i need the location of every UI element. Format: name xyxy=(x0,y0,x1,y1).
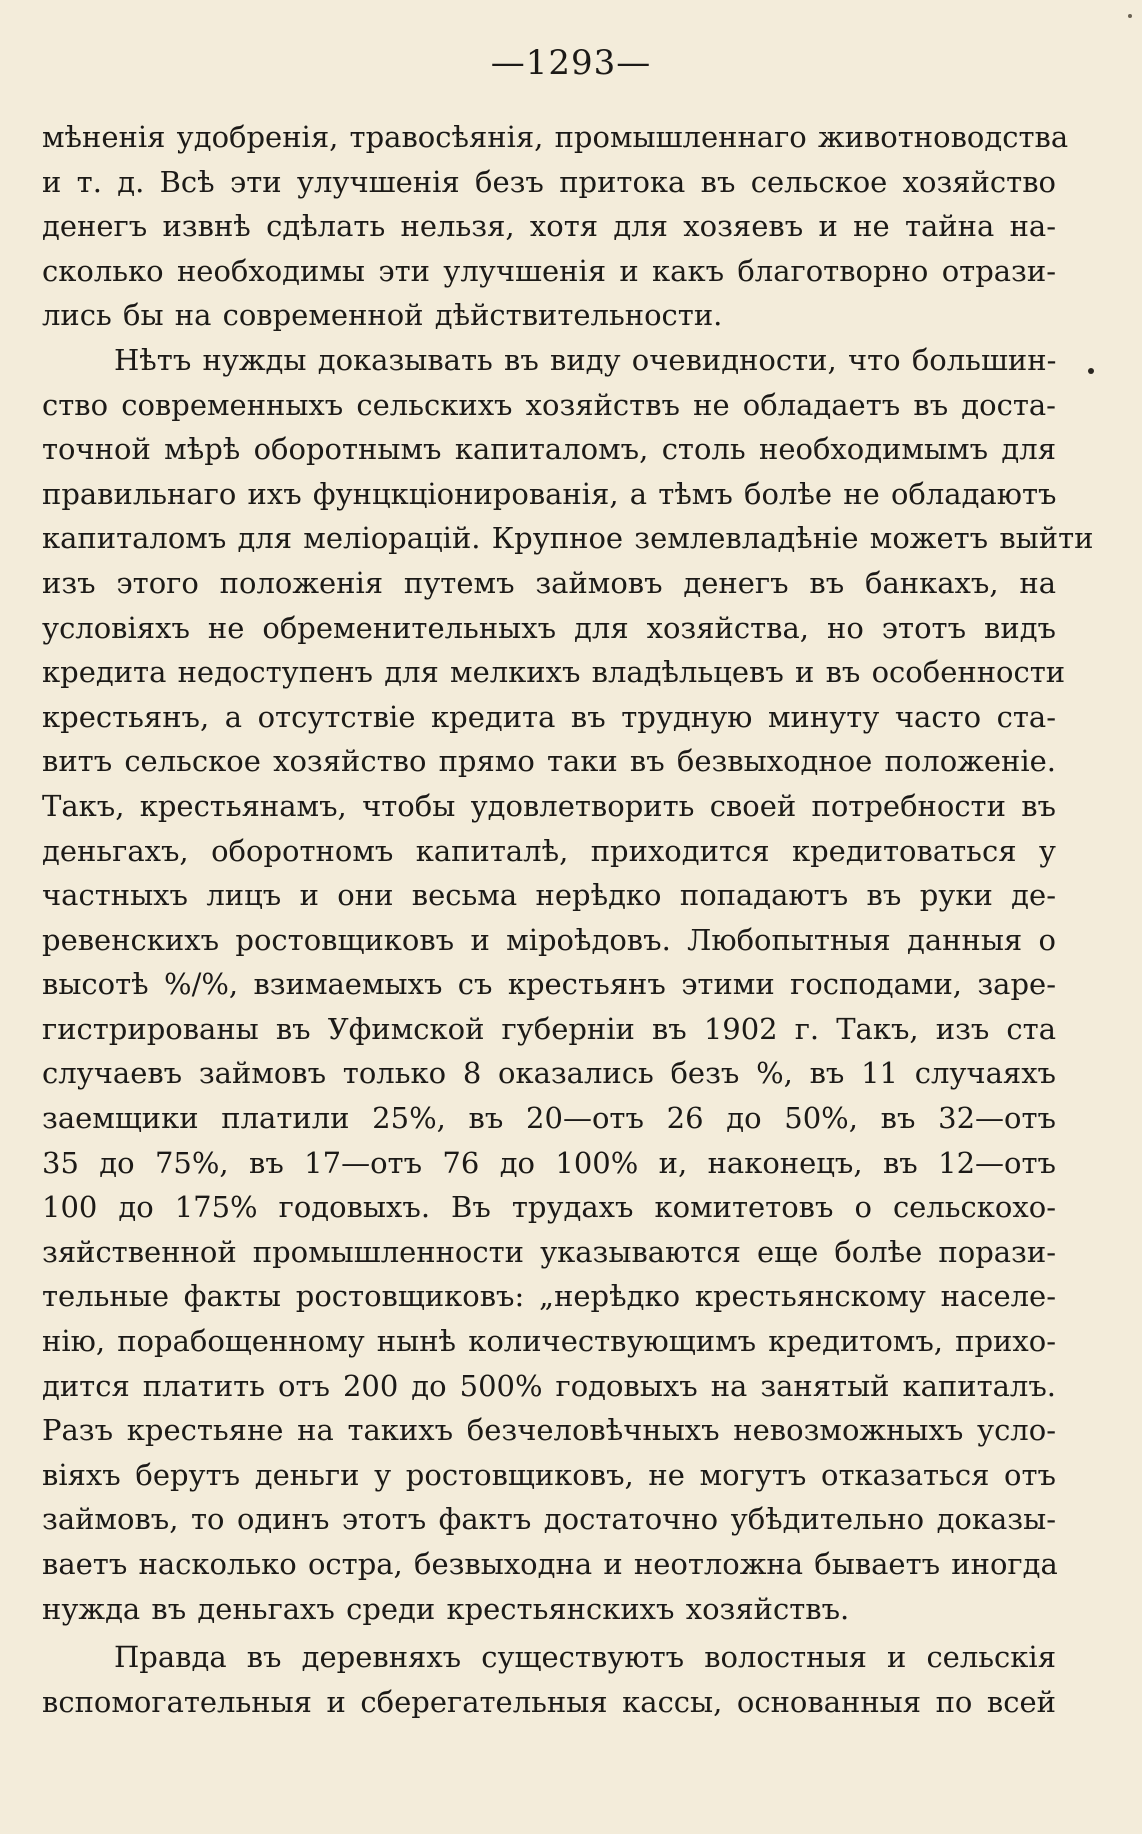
scan-speck xyxy=(1128,14,1132,18)
text-line: кредита недоступенъ для мелкихъ владѣльцевъ и въ особенности xyxy=(42,655,1066,690)
text-line: Разъ крестьяне на такихъ безчеловѣчныхъ невозможныхъ усло- xyxy=(42,1413,1056,1448)
text-line: высотѣ %/%, взимаемыхъ съ крестьянъ этими господами, заре- xyxy=(42,967,1056,1002)
text-line: нужда въ деньгахъ среди крестьянскихъ хозяйствъ. xyxy=(42,1591,850,1626)
paragraph-2 xyxy=(42,338,1094,1631)
text-line: зяйственной промышленности указываются еще болѣе порази- xyxy=(42,1234,1056,1269)
text-line: ревенскихъ ростовщиковъ и міроѣдовъ. Любопытныя данныя о xyxy=(42,922,1056,957)
page-number: —1293— xyxy=(490,43,652,83)
text-line: займовъ, то одинъ этотъ фактъ достаточно убѣдительно доказы- xyxy=(42,1502,1056,1537)
ink-dot xyxy=(1088,368,1094,374)
text-line: 35 до 75%, въ 17—отъ 76 до 100% и, наконецъ, въ 12—отъ xyxy=(42,1145,1056,1180)
text-line: крестьянъ, а отсутствіе кредита въ трудную минуту часто ста- xyxy=(42,699,1056,734)
text-line: изъ этого положенія путемъ займовъ денегъ въ банкахъ, на xyxy=(42,565,1056,600)
text-line: 100 до 175% годовыхъ. Въ трудахъ комитетовъ о сельскохо- xyxy=(42,1190,1056,1225)
text-line: віяхъ берутъ деньги у ростовщиковъ, не могутъ отказаться отъ xyxy=(42,1457,1056,1492)
text-line: точной мѣрѣ оборотнымъ капиталомъ, столь необходимымъ для xyxy=(42,432,1056,467)
text-line: сколько необходимы эти улучшенія и какъ благотворно отрази- xyxy=(42,253,1056,288)
text-line: дится платить отъ 200 до 500% годовыхъ на занятый капиталъ. xyxy=(42,1368,1056,1403)
text-line: частныхъ лицъ и они весьма нерѣдко попадаютъ въ руки де- xyxy=(42,878,1056,913)
text-line: мѣненія удобренія, травосѣянія, промышленнаго животноводства xyxy=(42,120,1069,154)
text-line: денегъ извнѣ сдѣлать нельзя, хотя для хозяевъ и не тайна на- xyxy=(42,209,1056,244)
text-line: деньгахъ, оборотномъ капиталѣ, приходится кредитоваться у xyxy=(42,833,1056,868)
paragraph-1 xyxy=(42,115,1069,338)
text-line: Нѣтъ нужды доказывать въ виду очевидности, что большин- xyxy=(114,342,1057,377)
text-line: условіяхъ не обременительныхъ для хозяйства, но этотъ видъ xyxy=(42,610,1056,645)
text-line: заемщики платили 25%, въ 20—отъ 26 до 50%, въ 32—отъ xyxy=(42,1101,1056,1136)
text-line: Правда въ деревняхъ существуютъ волостныя и сельскія xyxy=(114,1640,1056,1675)
text-line: гистрированы въ Уфимской губерніи въ 1902 г. Такъ, изъ ста xyxy=(42,1011,1056,1046)
text-line: ство современныхъ сельскихъ хозяйствъ не обладаетъ въ доста- xyxy=(42,387,1056,422)
paragraph-3 xyxy=(42,1635,1056,1724)
body-text xyxy=(42,115,1094,1724)
text-line: нію, порабощенному нынѣ количествующимъ кредитомъ, прихо- xyxy=(42,1324,1056,1359)
text-line: лись бы на современной дѣйствительности. xyxy=(42,298,723,333)
text-line: вспомогательныя и сберегательныя кассы, основанныя по всей xyxy=(42,1684,1056,1719)
text-line: витъ сельское хозяйство прямо таки въ безвыходное положеніе. xyxy=(42,744,1056,779)
text-line: Такъ, крестьянамъ, чтобы удовлетворить своей потребности въ xyxy=(42,788,1056,823)
text-line: капиталомъ для меліорацій. Крупное землевладѣніе можетъ выйти xyxy=(42,521,1094,556)
text-line: тельные факты ростовщиковъ: „нерѣдко крестьянскому населе- xyxy=(42,1279,1056,1314)
text-line: и т. д. Всѣ эти улучшенія безъ притока въ сельское хозяйство xyxy=(42,164,1056,199)
text-line: правильнаго ихъ фунцкціонированія, а тѣмъ болѣе не обладаютъ xyxy=(42,476,1057,511)
text-line: случаевъ займовъ только 8 оказались безъ %, въ 11 случаяхъ xyxy=(42,1056,1056,1091)
text-line: ваетъ насколько остра, безвыходна и неотложна бываетъ иногда xyxy=(42,1547,1058,1581)
